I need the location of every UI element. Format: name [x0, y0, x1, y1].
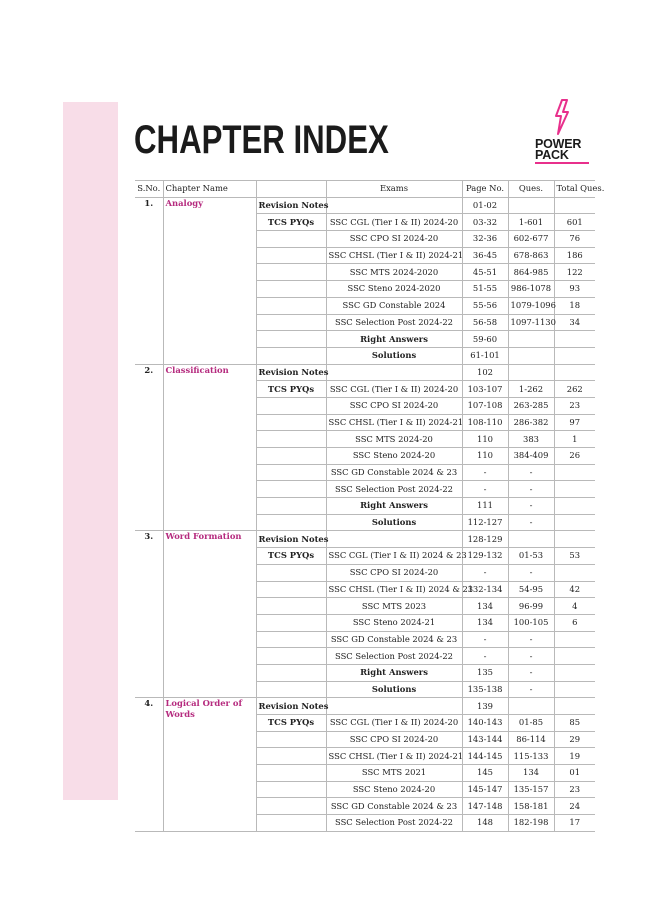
question-range: -	[508, 514, 554, 531]
section-label: Revision Notes	[256, 364, 326, 381]
page-no: -	[462, 481, 508, 498]
total-questions	[554, 481, 595, 498]
question-range: 384-409	[508, 448, 554, 465]
question-range: 286-382	[508, 414, 554, 431]
page-no: -	[462, 564, 508, 581]
exam-name: SSC CHSL (Tier I & II) 2024-21	[326, 748, 462, 765]
total-questions	[554, 347, 595, 364]
chapter-name: Analogy	[163, 197, 256, 364]
question-range: -	[508, 631, 554, 648]
header-ques: Ques.	[508, 181, 554, 198]
table-row	[135, 698, 595, 715]
total-questions	[554, 498, 595, 515]
question-range: 864-985	[508, 264, 554, 281]
exam-name: SSC CPO SI 2024-20	[326, 231, 462, 248]
question-range: 1-601	[508, 214, 554, 231]
total-questions	[554, 514, 595, 531]
section-label	[256, 781, 326, 798]
total-questions: 42	[554, 581, 595, 598]
section-label	[256, 631, 326, 648]
total-questions	[554, 464, 595, 481]
question-range: 115-133	[508, 748, 554, 765]
total-questions: 601	[554, 214, 595, 231]
header-exams: Exams	[326, 181, 462, 198]
page-no: -	[462, 631, 508, 648]
section-label	[256, 731, 326, 748]
section-label	[256, 514, 326, 531]
section-label	[256, 431, 326, 448]
total-questions: 85	[554, 715, 595, 732]
section-label	[256, 281, 326, 298]
page-no: 112-127	[462, 514, 508, 531]
section-label	[256, 347, 326, 364]
section-label	[256, 681, 326, 698]
page-no: 110	[462, 448, 508, 465]
exam-name: SSC CHSL (Tier I & II) 2024 & 23	[326, 581, 462, 598]
page-no: 110	[462, 431, 508, 448]
section-label	[256, 247, 326, 264]
page-margin-strip	[63, 102, 118, 800]
section-label: Revision Notes	[256, 531, 326, 548]
question-range: 1-262	[508, 381, 554, 398]
section-label: Revision Notes	[256, 698, 326, 715]
total-questions	[554, 564, 595, 581]
exam-name: SSC Steno 2024-2020	[326, 281, 462, 298]
section-label	[256, 414, 326, 431]
section-label	[256, 648, 326, 665]
question-range: 96-99	[508, 598, 554, 615]
page-no: 102	[462, 364, 508, 381]
section-label	[256, 498, 326, 515]
total-questions	[554, 197, 595, 214]
total-questions	[554, 531, 595, 548]
exam-name: SSC Selection Post 2024-22	[326, 815, 462, 832]
total-questions	[554, 698, 595, 715]
header-chapter-name: Chapter Name	[163, 181, 256, 198]
question-range: 678-863	[508, 247, 554, 264]
question-range: 1097-1130	[508, 314, 554, 331]
total-questions: 18	[554, 297, 595, 314]
exam-name: SSC CPO SI 2024-20	[326, 564, 462, 581]
header-page-no: Page No.	[462, 181, 508, 198]
table-row	[135, 364, 595, 381]
total-questions: 262	[554, 381, 595, 398]
page-no: -	[462, 648, 508, 665]
total-questions	[554, 364, 595, 381]
exam-name: SSC Selection Post 2024-22	[326, 314, 462, 331]
chapter-name: Word Formation	[163, 531, 256, 698]
exam-name: Right Answers	[326, 331, 462, 348]
total-questions	[554, 648, 595, 665]
exam-name: SSC CHSL (Tier I & II) 2024-21	[326, 247, 462, 264]
logo-text-line1: POWER	[535, 137, 582, 151]
exam-name: SSC MTS 2024-2020	[326, 264, 462, 281]
logo-underline	[535, 162, 589, 164]
page-no: 129-132	[462, 548, 508, 565]
question-range	[508, 531, 554, 548]
exam-name	[326, 197, 462, 214]
total-questions: 23	[554, 397, 595, 414]
page-no: 61-101	[462, 347, 508, 364]
power-pack-logo	[533, 100, 593, 166]
question-range: -	[508, 681, 554, 698]
question-range: -	[508, 498, 554, 515]
question-range: 986-1078	[508, 281, 554, 298]
page-no: 145-147	[462, 781, 508, 798]
question-range: 263-285	[508, 397, 554, 414]
page-no: 56-58	[462, 314, 508, 331]
page-no: 148	[462, 815, 508, 832]
section-label	[256, 314, 326, 331]
page-no: 135	[462, 664, 508, 681]
page-no: 147-148	[462, 798, 508, 815]
question-range: -	[508, 481, 554, 498]
question-range	[508, 347, 554, 364]
question-range: 1079-1096	[508, 297, 554, 314]
table-row	[135, 531, 595, 548]
question-range: 602-677	[508, 231, 554, 248]
total-questions: 93	[554, 281, 595, 298]
exam-name: Solutions	[326, 347, 462, 364]
page-no: 134	[462, 598, 508, 615]
header-total-ques: Total Ques.	[554, 181, 595, 198]
exam-name: SSC MTS 2023	[326, 598, 462, 615]
section-label	[256, 815, 326, 832]
exam-name: SSC CGL (Tier I & II) 2024 & 23	[326, 548, 462, 565]
page-no: 55-56	[462, 297, 508, 314]
total-questions: 76	[554, 231, 595, 248]
question-range: 01-53	[508, 548, 554, 565]
page-title: CHAPTER INDEX	[134, 118, 389, 162]
table-body	[135, 197, 595, 831]
section-label: TCS PYQs	[256, 548, 326, 565]
total-questions: 97	[554, 414, 595, 431]
question-range: -	[508, 464, 554, 481]
exam-name: SSC MTS 2021	[326, 765, 462, 782]
exam-name: SSC Steno 2024-20	[326, 448, 462, 465]
question-range: 100-105	[508, 614, 554, 631]
section-label: TCS PYQs	[256, 715, 326, 732]
page-no: 143-144	[462, 731, 508, 748]
chapter-sno: 3.	[135, 531, 163, 698]
page-no: 144-145	[462, 748, 508, 765]
exam-name: SSC CGL (Tier I & II) 2024-20	[326, 214, 462, 231]
question-range	[508, 698, 554, 715]
exam-name: Right Answers	[326, 498, 462, 515]
section-label	[256, 748, 326, 765]
question-range	[508, 331, 554, 348]
page-no: 134	[462, 614, 508, 631]
total-questions: 186	[554, 247, 595, 264]
question-range: 54-95	[508, 581, 554, 598]
question-range	[508, 197, 554, 214]
total-questions: 23	[554, 781, 595, 798]
chapter-sno: 2.	[135, 364, 163, 531]
page-no: 32-36	[462, 231, 508, 248]
total-questions: 122	[554, 264, 595, 281]
section-label	[256, 448, 326, 465]
total-questions: 1	[554, 431, 595, 448]
question-range: 86-114	[508, 731, 554, 748]
total-questions	[554, 631, 595, 648]
exam-name: SSC GD Constable 2024 & 23	[326, 798, 462, 815]
exam-name	[326, 364, 462, 381]
total-questions: 53	[554, 548, 595, 565]
total-questions: 6	[554, 614, 595, 631]
logo-text-line2: PACK	[535, 148, 569, 162]
page-no: 36-45	[462, 247, 508, 264]
exam-name: SSC Selection Post 2024-22	[326, 481, 462, 498]
section-label: TCS PYQs	[256, 214, 326, 231]
page-no: 108-110	[462, 414, 508, 431]
section-label	[256, 464, 326, 481]
page-no: 51-55	[462, 281, 508, 298]
page-no: 139	[462, 698, 508, 715]
total-questions: 19	[554, 748, 595, 765]
table-header-row	[135, 181, 595, 198]
chapter-sno: 4.	[135, 698, 163, 832]
section-label	[256, 297, 326, 314]
page-no: 103-107	[462, 381, 508, 398]
section-label	[256, 481, 326, 498]
exam-name: SSC CPO SI 2024-20	[326, 397, 462, 414]
page-no: 145	[462, 765, 508, 782]
exam-name: SSC Selection Post 2024-22	[326, 648, 462, 665]
exam-name	[326, 698, 462, 715]
chapter-index-table	[135, 180, 605, 832]
total-questions: 4	[554, 598, 595, 615]
page-no: 140-143	[462, 715, 508, 732]
total-questions	[554, 681, 595, 698]
page-no: 132-134	[462, 581, 508, 598]
section-label	[256, 614, 326, 631]
page-no: 03-32	[462, 214, 508, 231]
total-questions	[554, 331, 595, 348]
section-label	[256, 798, 326, 815]
section-label	[256, 331, 326, 348]
question-range: -	[508, 664, 554, 681]
exam-name: SSC CGL (Tier I & II) 2024-20	[326, 715, 462, 732]
total-questions: 26	[554, 448, 595, 465]
exam-name: SSC GD Constable 2024	[326, 297, 462, 314]
table-row	[135, 197, 595, 214]
section-label	[256, 598, 326, 615]
exam-name: SSC CHSL (Tier I & II) 2024-21	[326, 414, 462, 431]
page-no: 107-108	[462, 397, 508, 414]
section-label	[256, 581, 326, 598]
exam-name: Right Answers	[326, 664, 462, 681]
page-no: 01-02	[462, 197, 508, 214]
total-questions: 17	[554, 815, 595, 832]
section-label	[256, 564, 326, 581]
exam-name: SSC Steno 2024-20	[326, 781, 462, 798]
exam-name: Solutions	[326, 514, 462, 531]
question-range: -	[508, 648, 554, 665]
exam-name: Solutions	[326, 681, 462, 698]
question-range	[508, 364, 554, 381]
exam-name: SSC CGL (Tier I & II) 2024-20	[326, 381, 462, 398]
question-range: 182-198	[508, 815, 554, 832]
total-questions: 29	[554, 731, 595, 748]
page-no: 59-60	[462, 331, 508, 348]
exam-name: SSC GD Constable 2024 & 23	[326, 464, 462, 481]
lightning-bolt-icon	[553, 100, 571, 134]
section-label	[256, 765, 326, 782]
section-label	[256, 664, 326, 681]
header-sno: S.No.	[135, 181, 163, 198]
page-no: 128-129	[462, 531, 508, 548]
exam-name	[326, 531, 462, 548]
section-label	[256, 397, 326, 414]
exam-name: SSC Steno 2024-21	[326, 614, 462, 631]
question-range: 135-157	[508, 781, 554, 798]
question-range: 01-85	[508, 715, 554, 732]
total-questions: 34	[554, 314, 595, 331]
exam-name: SSC GD Constable 2024 & 23	[326, 631, 462, 648]
section-label: Revision Notes	[256, 197, 326, 214]
section-label	[256, 264, 326, 281]
page-no: 111	[462, 498, 508, 515]
page-no: -	[462, 464, 508, 481]
exam-name: SSC MTS 2024-20	[326, 431, 462, 448]
question-range: 383	[508, 431, 554, 448]
question-range: -	[508, 564, 554, 581]
page-no: 45-51	[462, 264, 508, 281]
section-label	[256, 231, 326, 248]
total-questions	[554, 664, 595, 681]
header-section	[256, 181, 326, 198]
total-questions: 24	[554, 798, 595, 815]
question-range: 158-181	[508, 798, 554, 815]
question-range: 134	[508, 765, 554, 782]
chapter-sno: 1.	[135, 197, 163, 364]
section-label: TCS PYQs	[256, 381, 326, 398]
page-no: 135-138	[462, 681, 508, 698]
exam-name: SSC CPO SI 2024-20	[326, 731, 462, 748]
total-questions: 01	[554, 765, 595, 782]
chapter-name: Logical Order of Words	[163, 698, 256, 832]
chapter-name: Classification	[163, 364, 256, 531]
